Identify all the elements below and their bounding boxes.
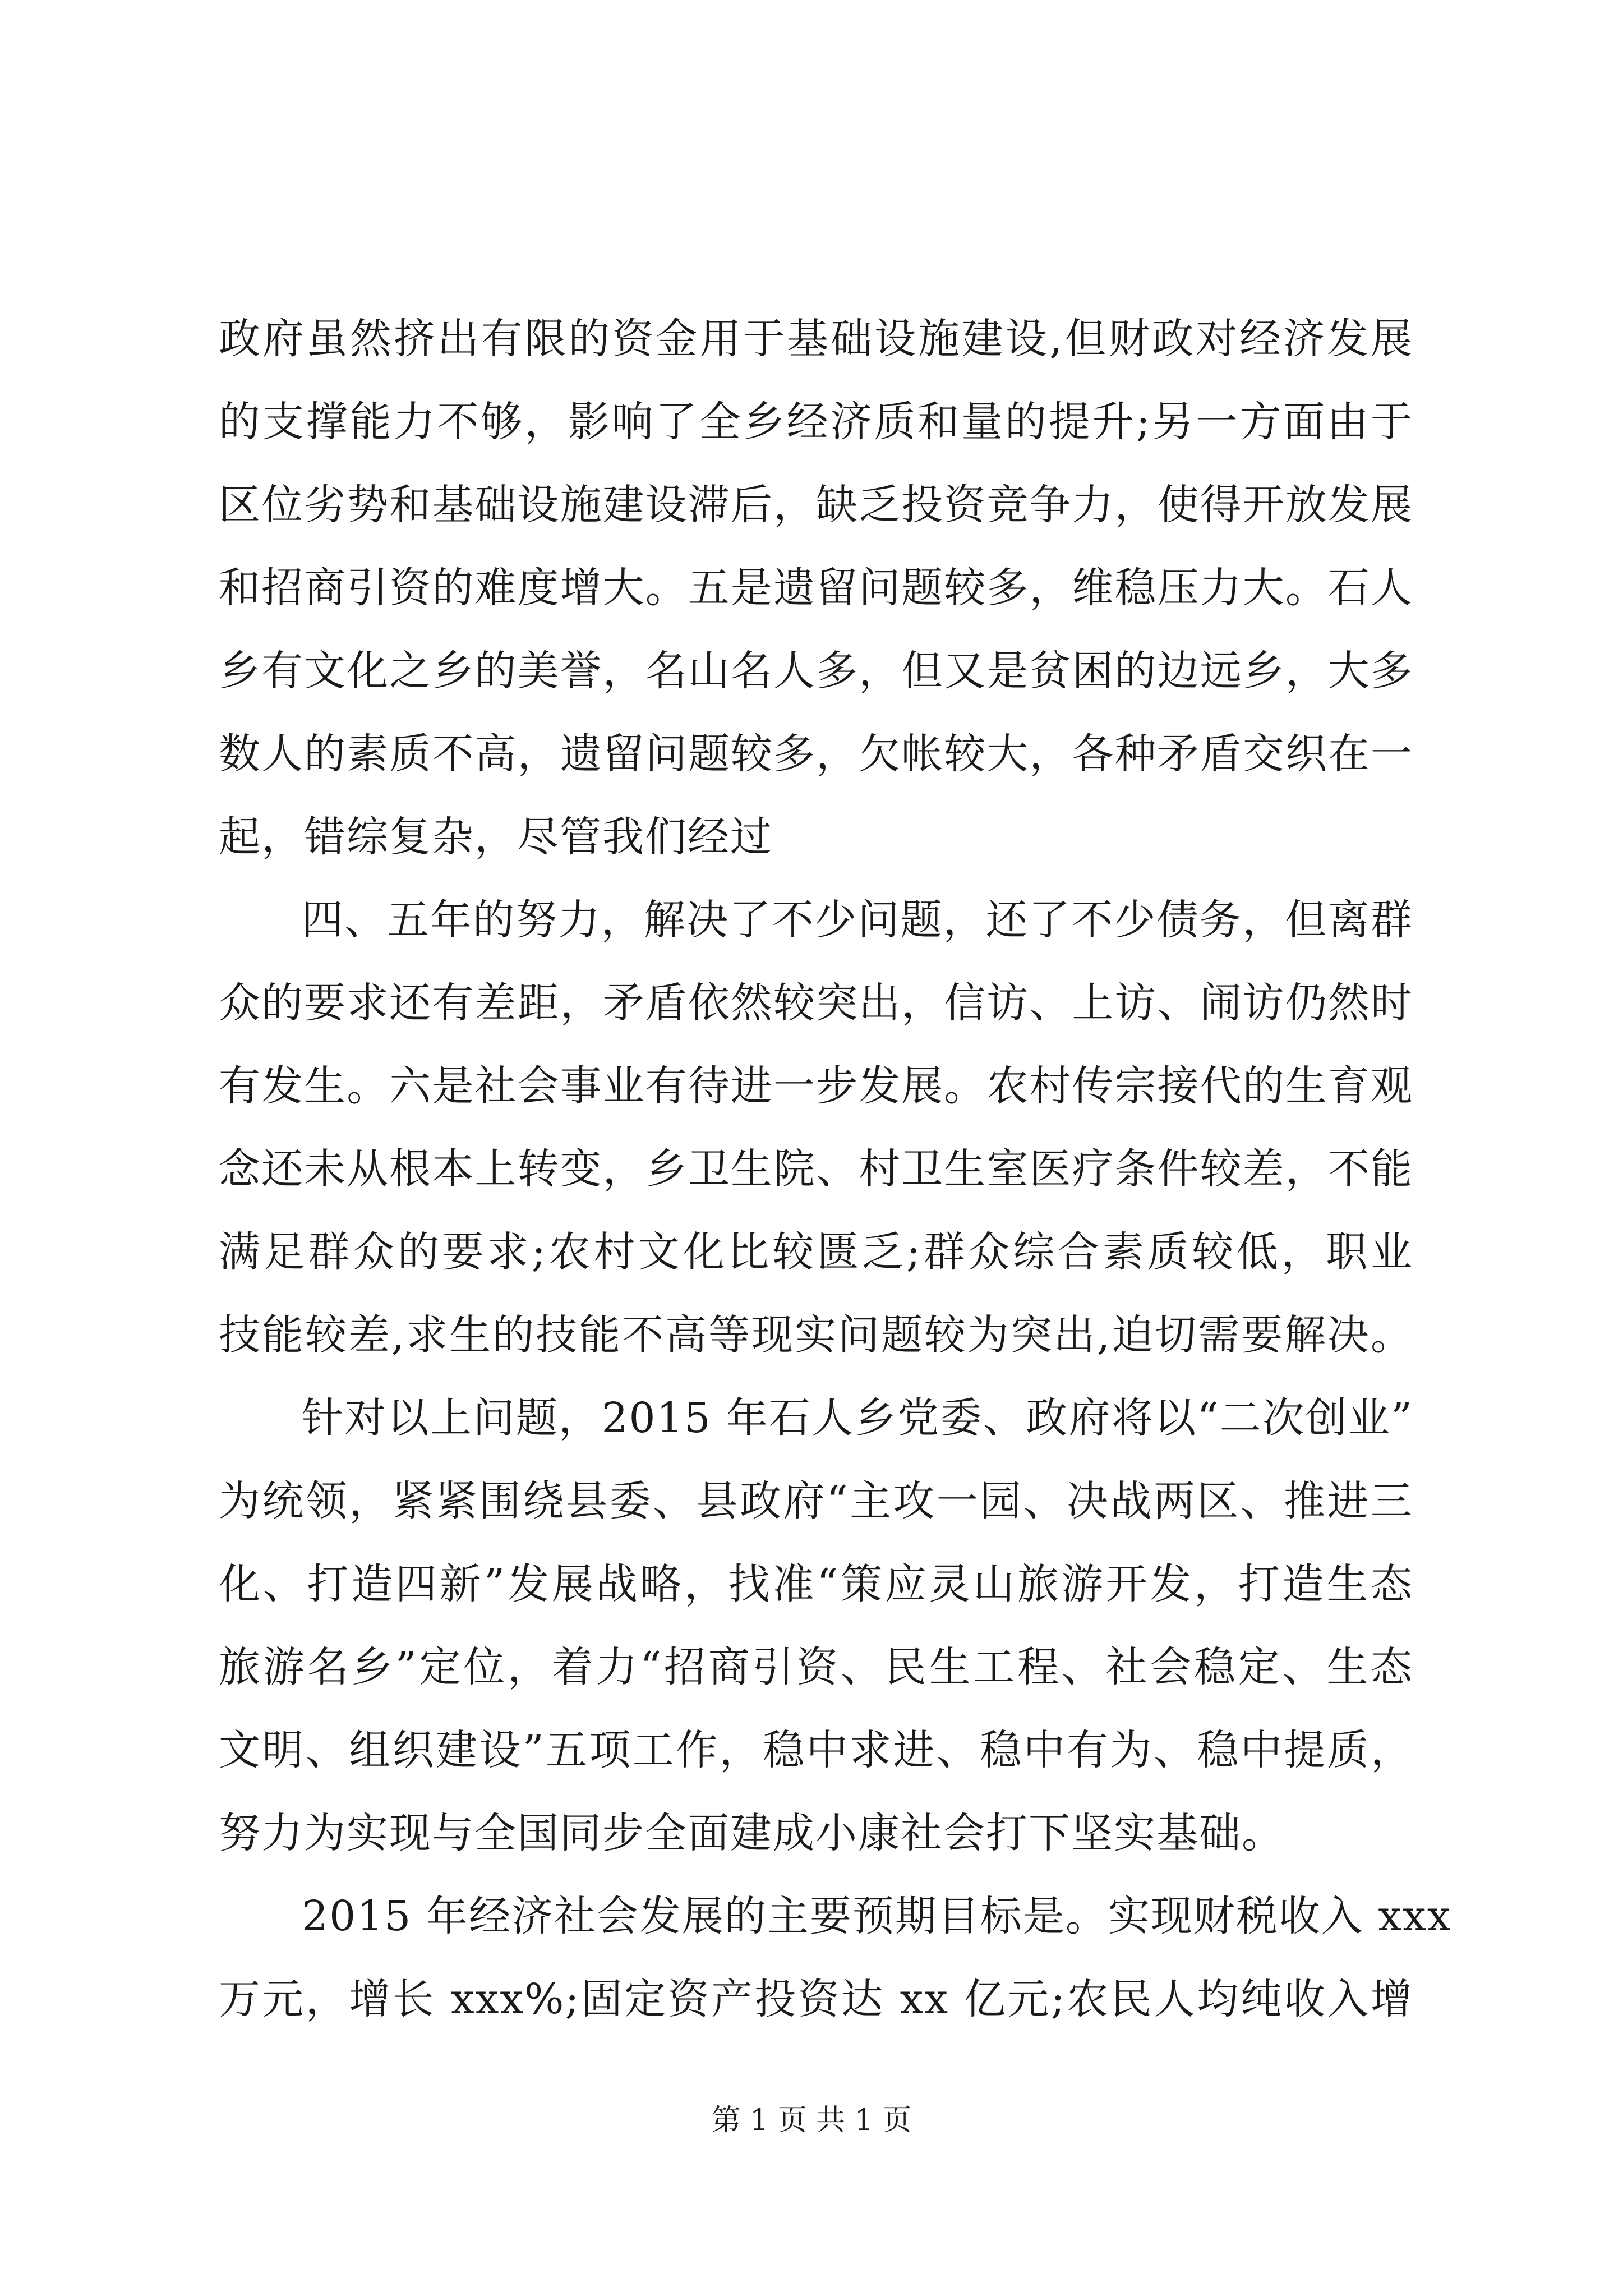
paragraph-line: 和招商引资的难度增大。五是遗留问题较多，维稳压力大。石人 xyxy=(219,564,1413,612)
paragraph-line: 政府虽然挤出有限的资金用于基础设施建设,但财政对经济发展 xyxy=(219,315,1413,363)
paragraph-line: 数人的素质不高，遗留问题较多，欠帐较大，各种矛盾交织在一 xyxy=(219,730,1413,778)
paragraph-line: 2015 年经济社会发展的主要预期目标是。实现财税收入 xxx xyxy=(302,1892,1452,1940)
paragraph-line: 万元，增长 xxx%;固定资产投资达 xx 亿元;农民人均纯收入增 xyxy=(219,1975,1413,2023)
paragraph-line: 有发生。六是社会事业有待进一步发展。农村传宗接代的生育观 xyxy=(219,1062,1413,1110)
paragraph-4 xyxy=(219,1875,1452,2041)
paragraph-1 xyxy=(219,297,1413,878)
paragraph-3 xyxy=(219,1377,1413,1875)
paragraph-line: 旅游名乡”定位，着力“招商引资、民生工程、社会稳定、生态 xyxy=(219,1643,1413,1691)
paragraph-line: 起，错综复杂，尽管我们经过 xyxy=(219,813,773,861)
paragraph-line: 四、五年的努力，解决了不少问题，还了不少债务，但离群 xyxy=(302,896,1413,944)
page-number-footer: 第 1 页 共 1 页 xyxy=(711,2104,912,2137)
paragraph-line: 满足群众的要求;农村文化比较匮乏;群众综合素质较低，职业 xyxy=(219,1228,1413,1276)
paragraph-2 xyxy=(219,878,1413,1377)
paragraph-line: 化、打造四新”发展战略，找准“策应灵山旅游开发，打造生态 xyxy=(219,1560,1413,1608)
paragraph-line: 乡有文化之乡的美誉，名山名人多，但又是贫困的边远乡，大多 xyxy=(219,647,1413,695)
paragraph-line: 文明、组织建设”五项工作，稳中求进、稳中有为、稳中提质， xyxy=(219,1726,1413,1774)
paragraph-line: 众的要求还有差距，矛盾依然较突出，信访、上访、闹访仍然时 xyxy=(219,979,1413,1027)
paragraph-line: 努力为实现与全国同步全面建成小康社会打下坚实基础。 xyxy=(219,1809,1284,1857)
document-body xyxy=(219,297,1452,2041)
paragraph-line: 技能较差,求生的技能不高等现实问题较为突出,迫切需要解决。 xyxy=(219,1311,1413,1359)
paragraph-line: 念还未从根本上转变，乡卫生院、村卫生室医疗条件较差，不能 xyxy=(219,1145,1413,1193)
paragraph-line: 为统领，紧紧围绕县委、县政府“主攻一园、决战两区、推进三 xyxy=(219,1477,1413,1525)
paragraph-line: 的支撑能力不够，影响了全乡经济质和量的提升;另一方面由于 xyxy=(219,398,1413,446)
paragraph-line: 针对以上问题，2015 年石人乡党委、政府将以“二次创业” xyxy=(302,1394,1413,1442)
paragraph-line: 区位劣势和基础设施建设滞后，缺乏投资竞争力，使得开放发展 xyxy=(219,481,1413,529)
